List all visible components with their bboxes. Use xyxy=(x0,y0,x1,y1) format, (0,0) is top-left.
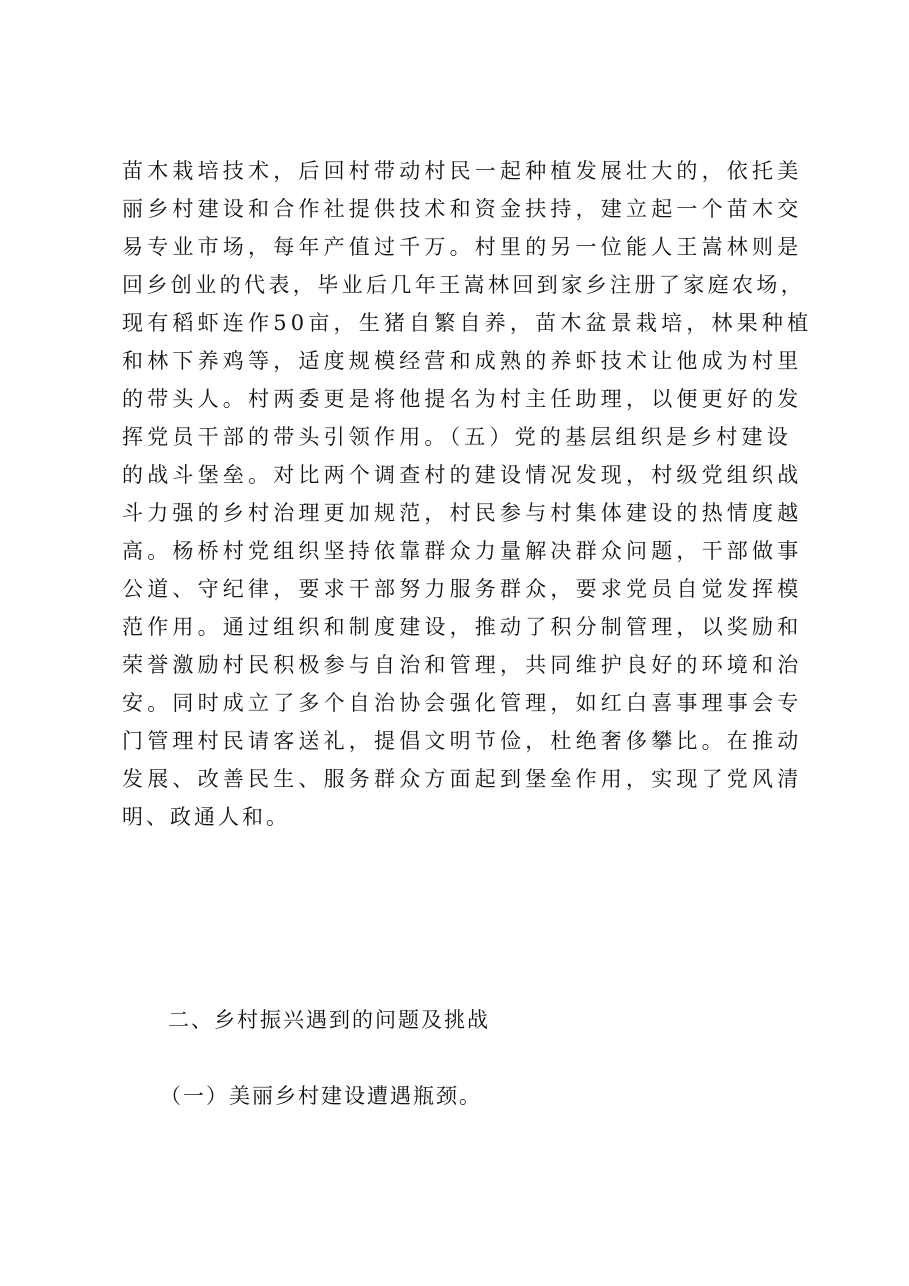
paragraph-line: 高。杨桥村党组织坚持依靠群众力量解决群众问题，干部做事 xyxy=(122,539,803,563)
body-paragraph xyxy=(122,152,813,836)
subsection-heading: （一）美丽乡村建设遭遇瓶颈。 xyxy=(160,1084,482,1108)
paragraph-line: 现有稻虾连作50亩，生猪自繁自养，苗木盆景栽培，林果种植 xyxy=(122,311,813,335)
paragraph-line: 明、政通人和。 xyxy=(122,805,290,829)
paragraph-line: 和林下养鸡等，适度规模经营和成熟的养虾技术让他成为村里 xyxy=(122,349,803,373)
paragraph-line: 门管理村民请客送礼，提倡文明节俭，杜绝奢侈攀比。在推动 xyxy=(122,729,803,753)
paragraph-line: 挥党员干部的带头引领作用。（五）党的基层组织是乡村建设 xyxy=(122,425,792,449)
paragraph-line: 斗力强的乡村治理更加规范，村民参与村集体建设的热情度越 xyxy=(122,501,803,525)
paragraph-line: 回乡创业的代表，毕业后几年王嵩林回到家乡注册了家庭农场， xyxy=(122,273,806,297)
paragraph-line: 苗木栽培技术，后回村带动村民一起种植发展壮大的，依托美 xyxy=(122,159,803,183)
paragraph-line: 的带头人。村两委更是将他提名为村主任助理，以便更好的发 xyxy=(122,387,803,411)
paragraph-line: 发展、改善民生、服务群众方面起到堡垒作用，实现了党风清 xyxy=(122,767,803,791)
paragraph-line: 荣誉激励村民积极参与自治和管理，共同维护良好的环境和治 xyxy=(122,653,803,677)
paragraph-line: 安。同时成立了多个自治协会强化管理，如红白喜事理事会专 xyxy=(122,691,803,715)
paragraph-line: 范作用。通过组织和制度建设，推动了积分制管理，以奖励和 xyxy=(122,615,803,639)
paragraph-line: 的战斗堡垒。对比两个调查村的建设情况发现，村级党组织战 xyxy=(122,463,803,487)
section-heading: 二、乡村振兴遇到的问题及挑战 xyxy=(168,1008,490,1032)
paragraph-line: 丽乡村建设和合作社提供技术和资金扶持，建立起一个苗木交 xyxy=(122,197,803,221)
paragraph-line: 易专业市场，每年产值过千万。村里的另一位能人王嵩林则是 xyxy=(122,235,803,259)
paragraph-line: 公道、守纪律，要求干部努力服务群众，要求党员自觉发挥模 xyxy=(122,577,803,601)
